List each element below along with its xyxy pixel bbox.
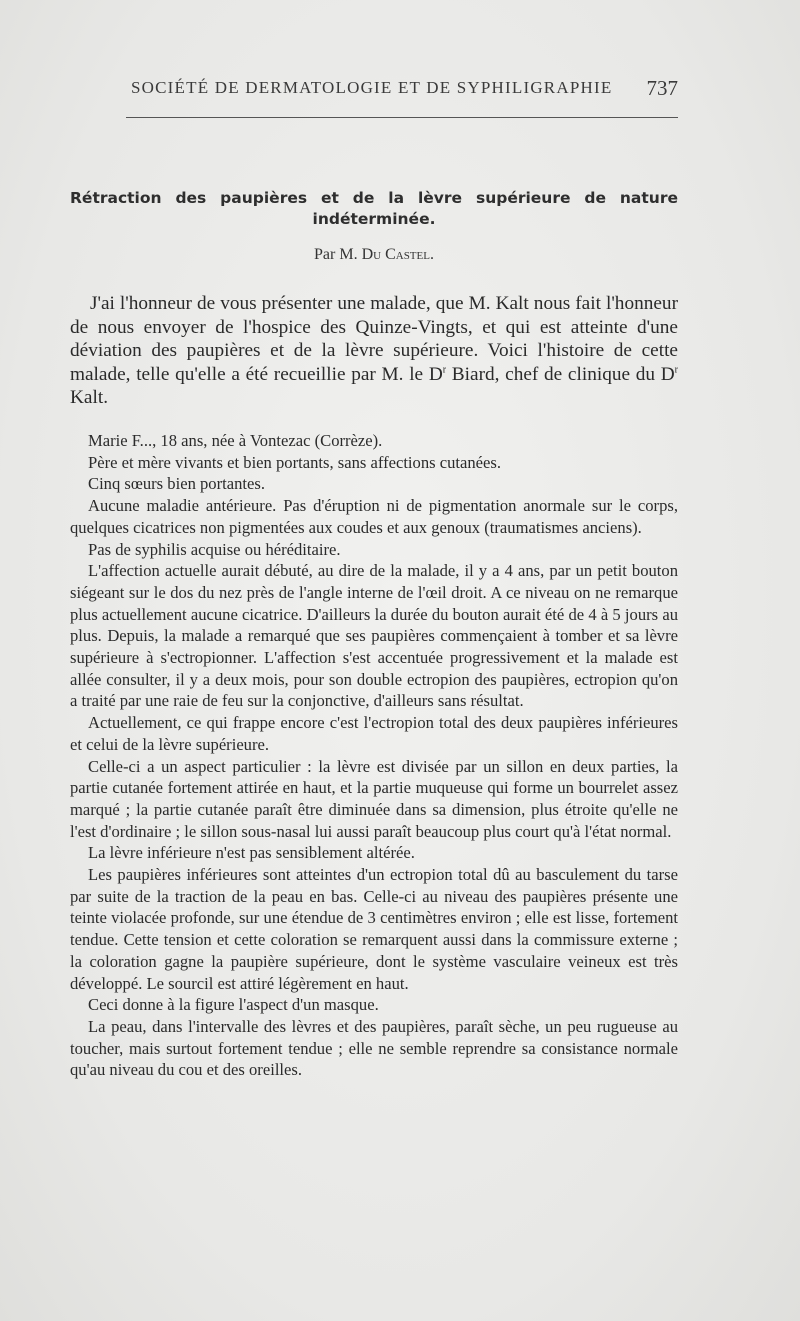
intro-superscript-2: r [674,364,678,376]
byline-prefix: Par M. [314,246,358,263]
paragraph-12: La peau, dans l'intervalle des lèvres et des paupières, paraît sèche, un peu rugueuse au toucher, mais surtout fortement tendue ; elle ne semble reprendre sa consistance normale qu'au niveau du cou et des oreilles. [70,1016,678,1080]
paragraph-3: Cinq sœurs bien portantes. [88,474,265,494]
paragraph-9: La lèvre inférieure n'est pas sensiblement altérée. [88,843,415,863]
article-title-line-1: Rétraction des paupières et de la lèvre supérieure de nature [70,189,678,207]
author-name: Du Castel. [361,246,434,263]
intro-text-3: Kalt. [70,387,109,409]
intro-section [70,292,678,410]
paragraph-1: Marie F..., 18 ans, née à Vontezac (Corrèze). [88,431,383,450]
article-title [70,188,678,230]
byline [70,246,678,264]
intro-superscript-1: r [442,364,447,376]
intro-text-1: J'ai l'honneur de vous présenter une malade, que M. Kalt nous fait l'honneur de nous envoyer de l'hospice des Quinze-Vingts, et qui est atteinte d'une déviation des paupières et de la lèvre supérieure. Voici l'histoire de cette malade, telle qu'elle a été recueillie par M. le D [70,293,678,385]
paragraph-2: Père et mère vivants et bien portants, sans affections cutanées. [88,452,502,472]
running-header [131,78,678,102]
paragraph-4: Aucune maladie antérieure. Pas d'éruption ni de pigmentation anormale sur le corps, quelques cicatrices non pigmentées aux coudes et aux genoux (traumatismes anciens). [70,496,678,537]
running-title: SOCIÉTÉ DE DERMATOLOGIE ET DE SYPHILIGRAPHIE [131,78,613,97]
header-rule [126,117,678,118]
paragraph-8: Celle-ci a un aspect particulier : la lèvre est divisée par un sillon en deux parties, la partie cutanée fortement attirée en haut, et la partie muqueuse qui forme un bourrelet assez marqué ; la partie cutanée paraît être diminuée dans sa dimension, plus étroite qu'elle ne l'est d'ordinaire ; le sillon sous-nasal lui aussi paraît beaucoup plus court qu'à l'état normal. [70,756,678,841]
paragraph-5: Pas de syphilis acquise ou héréditaire. [88,539,341,559]
paragraph-7: Actuellement, ce qui frappe encore c'est l'ectropion total des deux paupières inférieures et celui de la lèvre supérieure. [70,713,678,754]
intro-paragraph [70,292,678,410]
paragraph-10: Les paupières inférieures sont atteintes d'un ectropion total dû au basculement du tarse par suite de la traction de la peau en bas. Celle-ci au niveau des paupières présente une teinte violacée profonde, sur une étendue de 3 centimètres environ ; elle est lisse, fortement tendue. Cette tension et cette coloration se remarquent aussi dans la commissure externe ; la coloration gagne la paupière supérieure, dont le système vasculaire veineux est très développé. Le sourcil est attiré légèrement en haut. [70,865,678,993]
page-number: 737 [646,76,678,100]
paragraph-11: Ceci donne à la figure l'aspect d'un masque. [88,995,379,1015]
case-report-body [70,430,678,1081]
article-title-line-2: indéterminée. [312,210,436,228]
paragraph-6: L'affection actuelle aurait débuté, au dire de la malade, il y a 4 ans, par un petit bouton siégeant sur le dos du nez près de l'angle interne de l'œil droit. A ce niveau on ne remarque plus actuellement aucune cicatrice. D'ailleurs la durée du bouton aurait été de 4 à 5 jours au plus. Depuis, la malade a remarqué que ses paupières commençaient à tomber et sa lèvre supérieure à s'ectropionner. L'affection s'est accentuée progressivement et la malade est allée consulter, il y a deux mois, pour son double ectropion des paupières, ectropion qu'on a traité par une raie de feu sur la conjonctive, d'ailleurs sans résultat. [70,561,678,711]
intro-text-2: Biard, chef de clinique du D [446,363,675,385]
